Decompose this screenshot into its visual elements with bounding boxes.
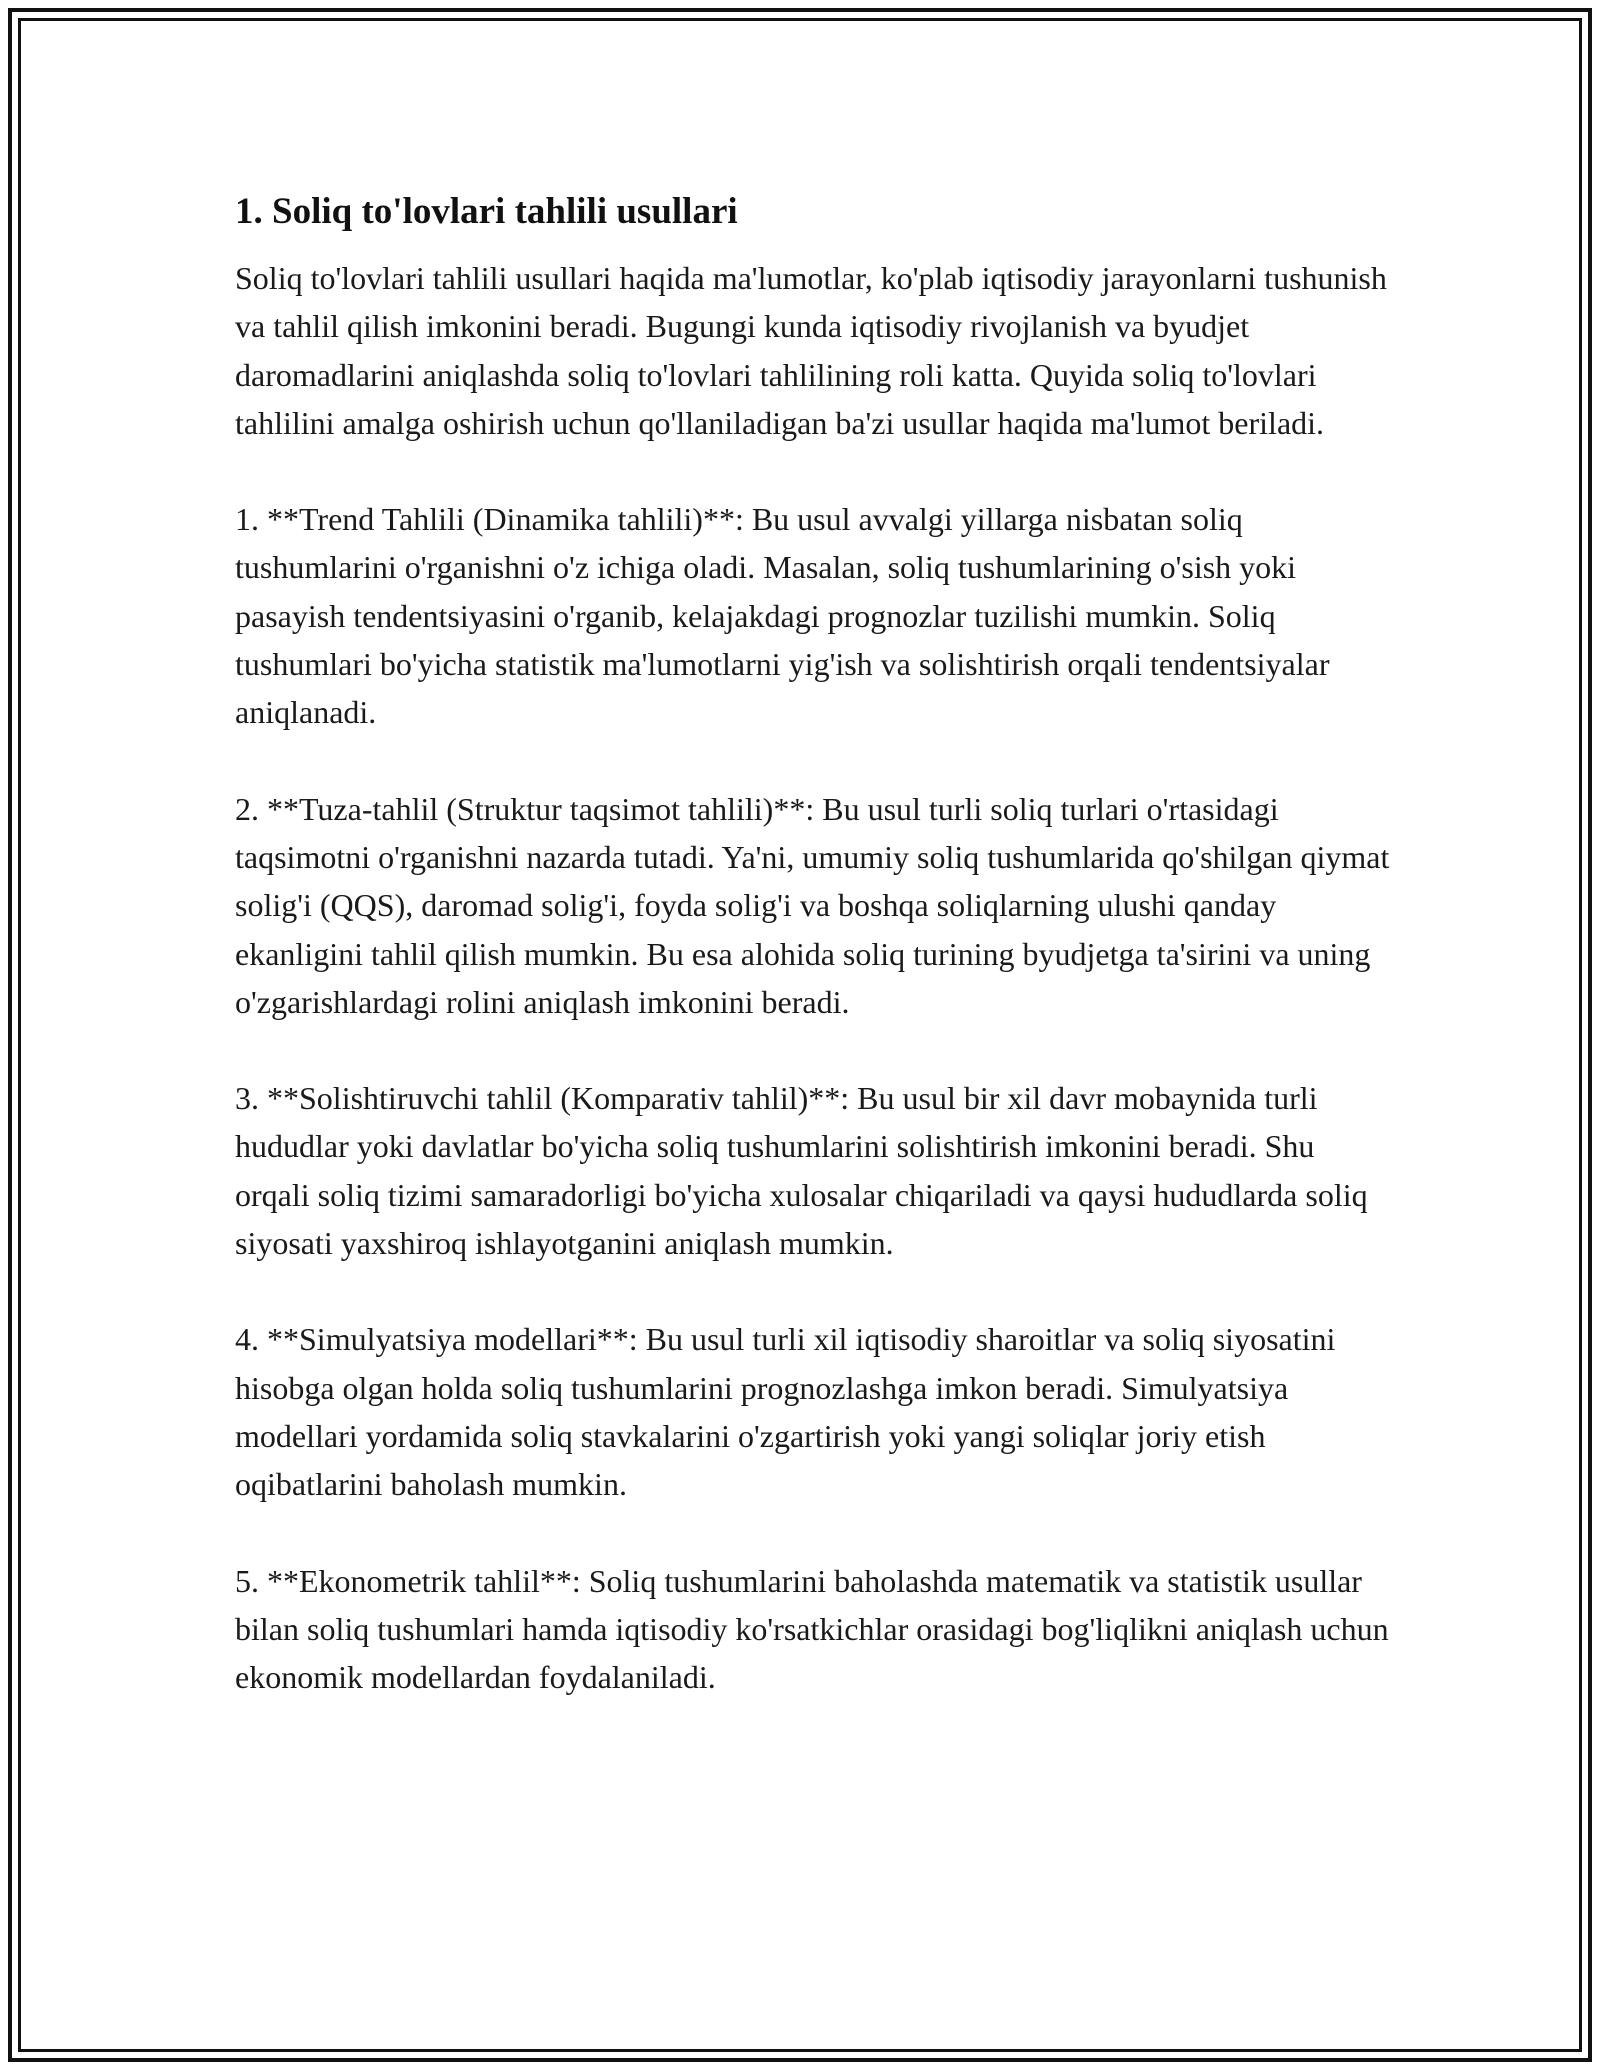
intro-paragraph: Soliq to'lovlari tahlili usullari haqida ma'lumotlar, ko'plab iqtisodiy jarayonlarni tushunish va tahlil qilish imkonini beradi. Bugungi kunda iqtisodiy rivojlanish va byudjet daromadlarini aniqlashda soliq to'lovlari tahlilining roli katta. Quyida soliq to'lovlari tahlilini amalga oshirish uchun qo'llaniladigan ba'zi usullar haqida ma'lumot beriladi. — [235, 260, 1387, 441]
method-comparative-paragraph: 3. **Solishtiruvchi tahlil (Komparativ tahlil)**: Bu usul bir xil davr mobaynida turli hududlar yoki davlatlar bo'yicha soliq tushumlarini solishtirish imkonini beradi. Shu orqali soliq tizimi samaradorligi bo'yicha xulosalar chiqariladi va qaysi hududlarda soliq siyosati yaxshiroq ishlayotganini aniqlash mumkin. — [235, 1080, 1368, 1262]
method-structure-paragraph: 2. **Tuza-tahlil (Struktur taqsimot tahlili)**: Bu usul turli soliq turlari o'rtasidagi taqsimotni o'rganishni nazarda tutadi. Ya'ni, umumiy soliq tushumlarida qo'shilgan qiymat solig'i (QQS), daromad solig'i, foyda solig'i va boshqa soliqlarning ulushi qanday ekanligini tahlil qilish mumkin. Bu esa alohida soliq turining byudjetga ta'sirini va uning o'zgarishlardagi rolini aniqlash imkonini beradi. — [235, 790, 1390, 1020]
document-body — [235, 188, 1395, 1701]
document-title: 1. Soliq to'lovlari tahlili usullari — [235, 191, 738, 232]
method-simulation-paragraph: 4. **Simulyatsiya modellari**: Bu usul turli xil iqtisodiy sharoitlar va soliq siyosatini hisobga olgan holda soliq tushumlarini prognozlashga imkon beradi. Simulyatsiya modellari yordamida soliq stavkalarini o'zgartirish yoki yangi soliqlar joriy etish oqibatlarini baholash mumkin. — [235, 1321, 1336, 1503]
method-trend-paragraph: 1. **Trend Tahlili (Dinamika tahlili)**: Bu usul avvalgi yillarga nisbatan soliq tushumlarini o'rganishni o'z ichiga oladi. Masalan, soliq tushumlarining o'sish yoki pasayish tendentsiyasini o'rganib, kelajakdagi prognozlar tuzilishi mumkin. Soliq tushumlari bo'yicha statistik ma'lumotlarni yig'ish va solishtirish orqali tendentsiyalar aniqlanadi. — [235, 501, 1330, 731]
method-econometric-paragraph: 5. **Ekonometrik tahlil**: Soliq tushumlarini baholashda matematik va statistik usullar bilan soliq tushumlari hamda iqtisodiy ko'rsatkichlar orasidagi bog'liqlikni aniqlash uchun ekonomik modellardan foydalaniladi. — [235, 1562, 1389, 1696]
